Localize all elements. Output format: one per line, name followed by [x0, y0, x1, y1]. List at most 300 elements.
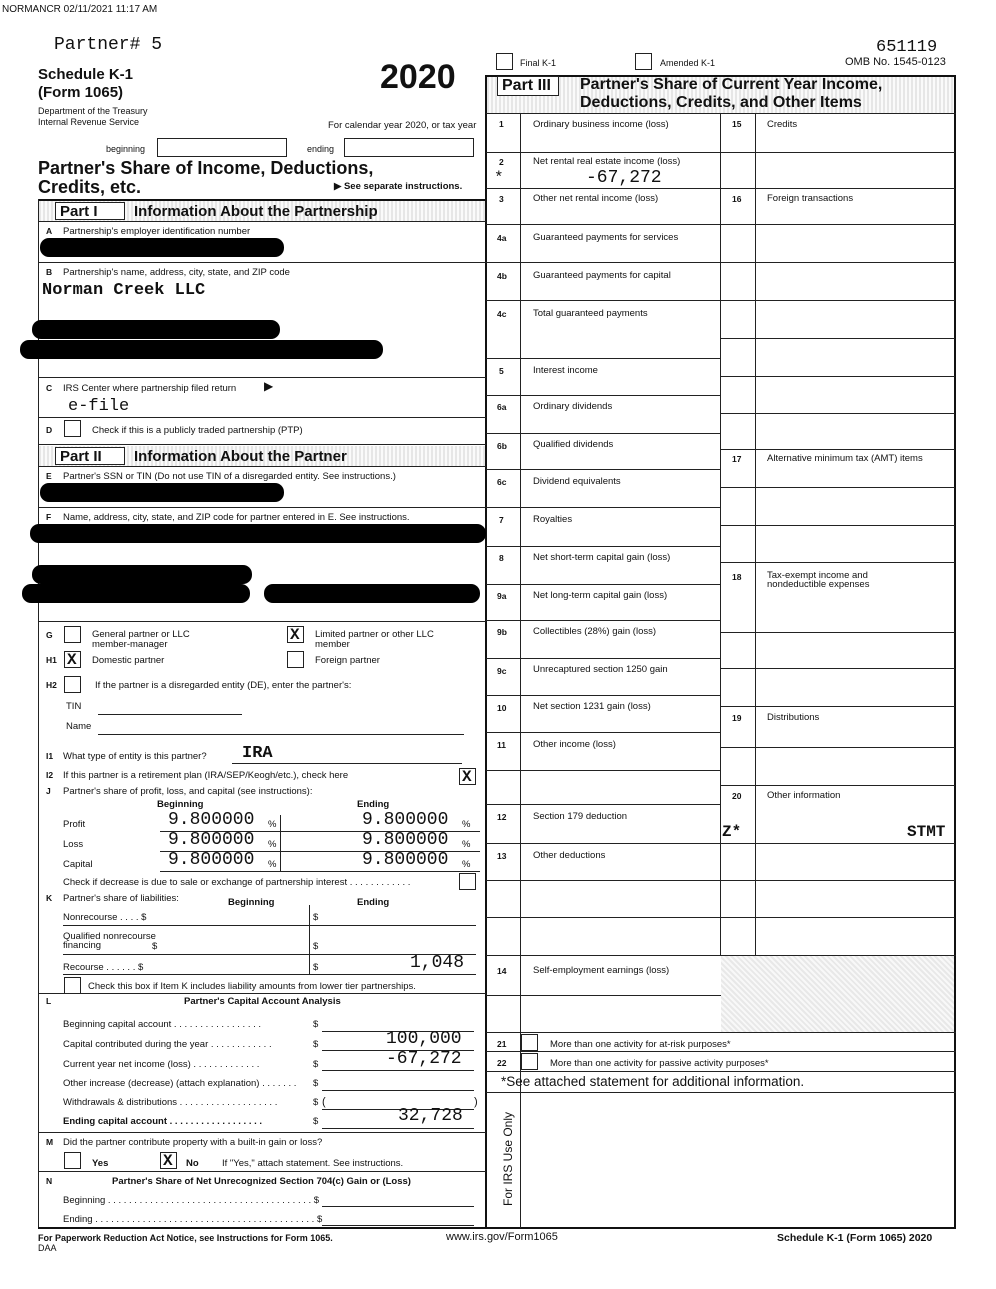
retirement-plan-checkbox[interactable] — [459, 768, 476, 785]
rule — [280, 815, 281, 872]
line-6a-number: 6a — [497, 402, 507, 412]
rule — [486, 113, 956, 114]
capital-label: Capital — [63, 859, 93, 870]
redacted-address-line1 — [32, 320, 280, 339]
tin-label: TIN — [66, 701, 82, 712]
line-10-number: 10 — [497, 703, 507, 713]
rule — [322, 1070, 474, 1071]
line-4a-label: Guaranteed payments for services — [533, 232, 679, 243]
item-a-label: Partnership's employer identification number — [63, 226, 251, 237]
part3-title-line1: Partner's Share of Current Year Income, — [580, 76, 883, 93]
general-partner-line1: General partner or LLC — [92, 629, 190, 640]
ending-capital-label: Ending capital account . . . . . . . . . . . . . . . . . . — [63, 1116, 263, 1127]
line-22-number: 22 — [497, 1058, 507, 1068]
see-attached-statement: *See attached statement for additional information. — [501, 1074, 805, 1089]
decrease-sale-checkbox[interactable] — [459, 873, 476, 890]
lower-tier-label: Check this box if Item K includes liability amounts from lower tier partnerships. — [88, 981, 416, 992]
rule — [486, 262, 721, 263]
line-2-star: * — [494, 169, 504, 187]
line-2-label: Net rental real estate income (loss) — [533, 156, 681, 167]
line-3-label: Other net rental income (loss) — [533, 193, 659, 204]
capital-account-title: Partner's Capital Account Analysis — [184, 996, 341, 1007]
line-9a-label: Net long-term capital gain (loss) — [533, 590, 668, 601]
rule — [486, 695, 721, 696]
dollar-sign: $ — [313, 1019, 319, 1030]
paperwork-notice: For Paperwork Reduction Act Notice, see Instructions for Form 1065. — [38, 1233, 333, 1243]
line-21-number: 21 — [497, 1039, 507, 1049]
rule — [720, 668, 955, 669]
item-c-letter: C — [46, 383, 53, 393]
rule — [485, 75, 487, 1228]
rule — [38, 262, 486, 263]
pct-sign: % — [268, 839, 277, 850]
rule — [486, 917, 721, 918]
rule — [720, 487, 955, 488]
line-16-label: Foreign transactions — [767, 193, 854, 204]
line-18-label-line1: Tax-exempt income and — [767, 570, 868, 581]
foreign-partner-label: Foreign partner — [315, 655, 380, 666]
item-m-note: If "Yes," attach statement. See instructions. — [222, 1158, 404, 1169]
nonrecourse-label: Nonrecourse . . . . $ — [63, 912, 147, 923]
item-a-letter: A — [46, 226, 53, 236]
document-id: 651119 — [876, 38, 938, 57]
rule — [720, 747, 955, 748]
rule — [486, 1092, 956, 1093]
capital-ending: 9.800000 — [362, 850, 449, 870]
form-subtitle: (Form 1065) — [38, 84, 124, 101]
rule — [486, 152, 721, 153]
rule — [720, 376, 955, 377]
footer-form-id: Schedule K-1 (Form 1065) 2020 — [777, 1232, 933, 1244]
rule — [720, 113, 721, 955]
item-d-label: Check if this is a publicly traded partnership (PTP) — [92, 425, 303, 436]
n-ending-text: Ending — [63, 1214, 93, 1225]
tin-input[interactable] — [98, 714, 242, 715]
line-16-number: 16 — [732, 194, 742, 204]
line-21-label: More than one activity for at-risk purposes* — [550, 1039, 731, 1050]
withdrawals-label: Withdrawals & distributions . . . . . . . . . . . . . . . . . . . — [63, 1097, 278, 1108]
rule — [486, 732, 721, 733]
entity-type-value: IRA — [242, 744, 273, 763]
name-label: Name — [66, 721, 92, 732]
recourse-ending-value: 1,048 — [410, 953, 465, 973]
beginning-capital-text: Beginning capital account — [63, 1019, 172, 1030]
part3-label: Part III — [497, 76, 559, 96]
tax-year-beginning-input[interactable] — [157, 138, 287, 157]
item-m-letter: M — [46, 1137, 54, 1147]
line-17-number: 17 — [732, 454, 742, 464]
rule — [720, 880, 955, 881]
rule — [720, 413, 955, 414]
general-partner-line2: member-manager — [92, 639, 168, 650]
item-c-label: IRS Center where partnership filed return — [63, 383, 237, 394]
line-18-number: 18 — [732, 572, 742, 582]
general-partner-label — [92, 630, 190, 650]
tax-year-ending-input[interactable] — [344, 138, 474, 157]
n-ending-label: Ending . . . . . . . . . . . . . . . . . . . . . . . . . . . . . . . . . . . . . . . . . . $ — [63, 1214, 323, 1225]
other-increase-text: Other increase (decrease) (attach explanation) — [63, 1078, 260, 1089]
line-5-label: Interest income — [533, 365, 598, 376]
rule — [486, 300, 721, 301]
line-1-label: Ordinary business income (loss) — [533, 119, 669, 130]
line-7-number: 7 — [499, 515, 504, 525]
rule — [720, 843, 955, 844]
foreign-partner-checkbox[interactable] — [287, 651, 304, 668]
rule — [720, 449, 955, 450]
rule — [486, 546, 721, 547]
line-19-number: 19 — [732, 713, 742, 723]
line-17-label: Alternative minimum tax (AMT) items — [767, 453, 923, 464]
item-h2-letter: H2 — [46, 680, 57, 690]
dollar-sign: $ — [313, 1059, 319, 1070]
line-2-number: 2 — [499, 157, 504, 167]
j-ending-header: Ending — [357, 799, 390, 810]
part2-label: Part II — [55, 447, 125, 465]
withdrawals-text: Withdrawals & distributions — [63, 1097, 178, 1108]
line-19-label: Distributions — [767, 712, 820, 723]
line-9a-number: 9a — [497, 591, 507, 601]
general-partner-checkbox[interactable] — [64, 626, 81, 643]
item-d-letter: D — [46, 425, 53, 435]
line-1-number: 1 — [499, 119, 504, 129]
line-6c-label: Dividend equivalents — [533, 476, 621, 487]
irs-use-only-label: For IRS Use Only — [501, 1111, 515, 1207]
pct-sign: % — [462, 839, 471, 850]
omb-number: OMB No. 1545-0123 — [845, 56, 946, 68]
final-k1-checkbox[interactable] — [496, 53, 513, 70]
part1-title: Information About the Partnership — [134, 203, 378, 220]
qualified-line1: Qualified nonrecourse — [63, 931, 156, 942]
profit-ending: 9.800000 — [362, 810, 449, 830]
line-15-number: 15 — [732, 119, 742, 129]
item-h1-letter: H1 — [46, 655, 57, 665]
main-title-line1: Partner's Share of Income, Deductions, — [38, 158, 374, 178]
rule — [720, 706, 955, 707]
redacted-partner-address2 — [22, 584, 250, 603]
other-increase-label: Other increase (decrease) (attach explanation) . . . . . . . — [63, 1078, 297, 1089]
rule — [486, 584, 721, 585]
rule — [720, 224, 955, 225]
beginning-capital-label: Beginning capital account . . . . . . . . . . . . . . . . . — [63, 1019, 262, 1030]
ptp-checkbox[interactable] — [64, 420, 81, 437]
line-22-label: More than one activity for passive activity purposes* — [550, 1058, 769, 1069]
rule — [38, 466, 486, 467]
paren-close: ) — [474, 1096, 478, 1108]
decrease-label: Check if decrease is due to sale or exchange of partnership interest . . . . . . . . . . . . — [63, 877, 411, 888]
rule — [38, 993, 486, 994]
capital-contributed-value: 100,000 — [386, 1029, 462, 1049]
rule — [38, 1227, 956, 1229]
rule — [486, 224, 721, 225]
ending-capital-text: Ending capital account — [63, 1116, 167, 1127]
built-in-gain-no-checkbox[interactable] — [160, 1152, 177, 1169]
item-g-letter: G — [46, 630, 53, 640]
loss-beginning: 9.800000 — [168, 830, 255, 850]
irs-label: Internal Revenue Service — [38, 117, 140, 127]
item-e-label: Partner's SSN or TIN (Do not use TIN of a disregarded entity. See instructions.) — [63, 471, 396, 482]
rule — [309, 905, 310, 975]
item-f-letter: F — [46, 512, 52, 522]
paren-open: ( — [322, 1096, 326, 1108]
line-7-label: Royalties — [533, 514, 573, 525]
rule — [486, 880, 721, 881]
dollar-sign: $ — [313, 912, 319, 923]
domestic-partner-checkbox[interactable] — [64, 651, 81, 668]
redacted-partner-name — [30, 524, 486, 543]
rule — [38, 621, 486, 622]
qualified-line2: financing — [63, 940, 102, 951]
rule — [720, 338, 955, 339]
rule — [486, 770, 721, 771]
pct-sign: % — [268, 859, 277, 870]
line-4b-label: Guaranteed payments for capital — [533, 270, 671, 281]
capital-beginning: 9.800000 — [168, 850, 255, 870]
item-i2-letter: I2 — [46, 770, 54, 780]
line-14-label: Self-employment earnings (loss) — [533, 965, 670, 976]
rule — [322, 1206, 474, 1207]
daa-label: DAA — [38, 1243, 57, 1253]
rule — [38, 1132, 486, 1133]
line-6a-label: Ordinary dividends — [533, 401, 613, 412]
capital-contributed-label: Capital contributed during the year . . . . . . . . . . . . — [63, 1039, 272, 1050]
line-20-value: STMT — [907, 823, 946, 841]
line-9c-number: 9c — [497, 666, 507, 676]
partner-number: Partner# 5 — [54, 35, 163, 55]
pct-sign: % — [462, 859, 471, 870]
rule — [520, 1092, 521, 1228]
rule — [63, 925, 476, 926]
line-4b-number: 4b — [497, 271, 507, 281]
line-13-label: Other deductions — [533, 850, 606, 861]
line-18-label — [767, 571, 869, 589]
line-11-number: 11 — [497, 740, 506, 750]
n-beginning-label: Beginning . . . . . . . . . . . . . . . . . . . . . . . . . . . . . . . . . . . . . . . $ — [63, 1195, 320, 1206]
pct-sign: % — [462, 819, 471, 830]
rule — [486, 843, 721, 844]
item-b-label: Partnership's name, address, city, state, and ZIP code — [63, 267, 290, 278]
shaded-area — [721, 956, 954, 1032]
rule — [755, 113, 756, 955]
part1-label: Part I — [55, 202, 125, 220]
see-separate-instructions — [334, 181, 462, 192]
rule — [720, 632, 955, 633]
see-separate-label: See separate instructions. — [343, 181, 463, 192]
final-k1-label: Final K-1 — [520, 58, 557, 68]
rule — [38, 1171, 486, 1172]
line-6b-number: 6b — [497, 441, 507, 451]
rule — [38, 221, 486, 222]
rule — [322, 1225, 474, 1226]
form-title: Schedule K-1 — [38, 66, 134, 83]
limited-partner-checkbox[interactable] — [287, 626, 304, 643]
j-beginning-header: Beginning — [157, 799, 204, 810]
limited-partner-line2: member — [315, 639, 350, 650]
line-8-label: Net short-term capital gain (loss) — [533, 552, 671, 563]
rule — [720, 262, 955, 263]
line-4c-number: 4c — [497, 309, 507, 319]
rule — [486, 1032, 956, 1033]
dollar-sign: $ — [313, 1078, 319, 1089]
item-f-label: Name, address, city, state, and ZIP code for partner entered in E. See instructions. — [63, 512, 410, 523]
rule — [486, 433, 721, 434]
profit-beginning: 9.800000 — [168, 810, 255, 830]
line-15-label: Credits — [767, 119, 798, 130]
item-i2-label: If this partner is a retirement plan (IRA/SEP/Keogh/etc.), check here — [63, 770, 349, 781]
line-10-label: Net section 1231 gain (loss) — [533, 701, 651, 712]
line-14-number: 14 — [497, 966, 507, 976]
n-beginning-text: Beginning — [63, 1195, 106, 1206]
rule — [486, 395, 721, 396]
ending-label: ending — [307, 144, 335, 154]
redacted-ein — [40, 238, 284, 257]
item-i1-letter: I1 — [46, 751, 54, 761]
amended-k1-checkbox[interactable] — [635, 53, 652, 70]
redacted-partner-address1 — [32, 565, 252, 584]
rule — [720, 562, 955, 563]
rule — [486, 995, 721, 996]
line-9b-number: 9b — [497, 627, 507, 637]
dollar-sign: $ — [313, 1097, 319, 1108]
item-n-title: Partner's Share of Net Unrecognized Section 704(c) Gain or (Loss) — [112, 1176, 411, 1187]
amended-k1-label: Amended K-1 — [660, 58, 716, 68]
line-5-number: 5 — [499, 366, 504, 376]
line-12-label: Section 179 deduction — [533, 811, 628, 822]
rule — [322, 1090, 474, 1091]
line-18-label-line2: nondeductible expenses — [767, 579, 870, 590]
dollar-sign: $ — [313, 941, 319, 952]
item-n-letter: N — [46, 1176, 53, 1186]
item-j-label: Partner's share of profit, loss, and capital (see instructions): — [63, 786, 313, 797]
rule — [720, 188, 955, 189]
qualified-nonrecourse-label — [63, 932, 156, 950]
no-label: No — [186, 1158, 199, 1169]
line-3-number: 3 — [499, 194, 504, 204]
main-title-line2: Credits, etc. — [38, 177, 142, 197]
line-11-label: Other income (loss) — [533, 739, 616, 750]
rule — [63, 974, 476, 975]
rule — [486, 658, 721, 659]
rule — [486, 507, 721, 508]
redacted-address-line2 — [20, 340, 383, 359]
rule — [720, 300, 955, 301]
rule — [720, 525, 955, 526]
domestic-partner-label: Domestic partner — [92, 655, 165, 666]
loss-label: Loss — [63, 839, 84, 850]
line-2-value: -67,272 — [586, 168, 662, 188]
line-20-number: 20 — [732, 791, 742, 801]
item-k-label: Partner's share of liabilities: — [63, 893, 179, 904]
line-12-number: 12 — [497, 812, 507, 822]
rule — [160, 871, 480, 872]
item-i1-label: What type of entity is this partner? — [63, 751, 207, 762]
at-risk-checkbox[interactable] — [521, 1034, 538, 1051]
dollar-sign: $ — [313, 962, 319, 973]
current-year-net-label: Current year net income (loss) . . . . . . . . . . . . . — [63, 1059, 260, 1070]
print-stamp: NORMANCR 02/11/2021 11:17 AM — [2, 4, 158, 15]
limited-partner-line1: Limited partner or other LLC — [315, 629, 434, 640]
line-9b-label: Collectibles (28%) gain (loss) — [533, 626, 657, 637]
rule — [38, 507, 486, 508]
dollar-sign: $ — [313, 1039, 319, 1050]
arrow-right-icon: ▶ — [334, 181, 342, 192]
rule — [520, 113, 521, 1133]
current-year-net-text: Current year net income (loss) — [63, 1059, 191, 1070]
arrow-right-icon: ▶ — [264, 379, 274, 393]
redacted-partner-address3 — [264, 584, 480, 603]
rule — [720, 152, 955, 153]
rule — [486, 469, 721, 470]
rule — [486, 620, 721, 621]
k-beginning-header: Beginning — [228, 897, 275, 908]
line-6b-label: Qualified dividends — [533, 439, 614, 450]
rule — [954, 75, 956, 1228]
dollar-sign: $ — [313, 1116, 319, 1127]
limited-partner-label — [315, 630, 434, 650]
recourse-label: Recourse . . . . . . $ — [63, 962, 144, 973]
passive-activity-checkbox[interactable] — [521, 1053, 538, 1070]
disregarded-entity-checkbox[interactable] — [64, 676, 81, 693]
item-k-letter: K — [46, 893, 53, 903]
rule — [720, 917, 955, 918]
calendar-year-label: For calendar year 2020, or tax year — [328, 120, 477, 131]
part3-title-line2: Deductions, Credits, and Other Items — [580, 94, 862, 111]
tax-year: 2020 — [380, 58, 456, 96]
pct-sign: % — [268, 819, 277, 830]
irs-center-value: e-file — [68, 397, 130, 416]
beginning-label: beginning — [106, 144, 146, 154]
rule — [486, 804, 721, 805]
dept-treasury: Department of the Treasury — [38, 106, 148, 116]
line-20-code: Z* — [722, 823, 742, 841]
rule — [232, 763, 462, 764]
item-j-letter: J — [46, 786, 51, 796]
ending-capital-value: 32,728 — [398, 1106, 463, 1126]
rule — [720, 785, 955, 786]
rule — [38, 417, 486, 418]
rule — [486, 955, 956, 956]
irs-url[interactable]: www.irs.gov/Form1065 — [446, 1231, 558, 1243]
rule — [486, 188, 721, 189]
current-year-net-value: -67,272 — [386, 1049, 462, 1069]
redacted-ssn — [40, 483, 284, 502]
built-in-gain-yes-checkbox[interactable] — [64, 1152, 81, 1169]
item-e-letter: E — [46, 471, 52, 481]
line-13-number: 13 — [497, 851, 507, 861]
loss-ending: 9.800000 — [362, 830, 449, 850]
dollar-sign: $ — [152, 941, 158, 952]
rule — [486, 1051, 956, 1052]
item-b-letter: B — [46, 267, 53, 277]
k-ending-header: Ending — [357, 897, 390, 908]
lower-tier-checkbox[interactable] — [64, 977, 81, 994]
profit-label: Profit — [63, 819, 86, 830]
partnership-name: Norman Creek LLC — [42, 281, 206, 300]
item-h2-label: If the partner is a disregarded entity (DE), enter the partner's: — [95, 680, 352, 691]
de-name-input[interactable] — [98, 734, 464, 735]
rule — [486, 358, 721, 359]
line-8-number: 8 — [499, 553, 504, 563]
yes-label: Yes — [92, 1158, 109, 1169]
part2-title: Information About the Partner — [134, 448, 347, 465]
line-4c-label: Total guaranteed payments — [533, 308, 648, 319]
rule — [322, 1128, 474, 1129]
rule — [38, 444, 486, 445]
line-6c-number: 6c — [497, 477, 507, 487]
rule — [38, 377, 486, 378]
line-9c-label: Unrecaptured section 1250 gain — [533, 664, 668, 675]
line-20-label: Other information — [767, 790, 841, 801]
capital-contributed-text: Capital contributed during the year — [63, 1039, 209, 1050]
